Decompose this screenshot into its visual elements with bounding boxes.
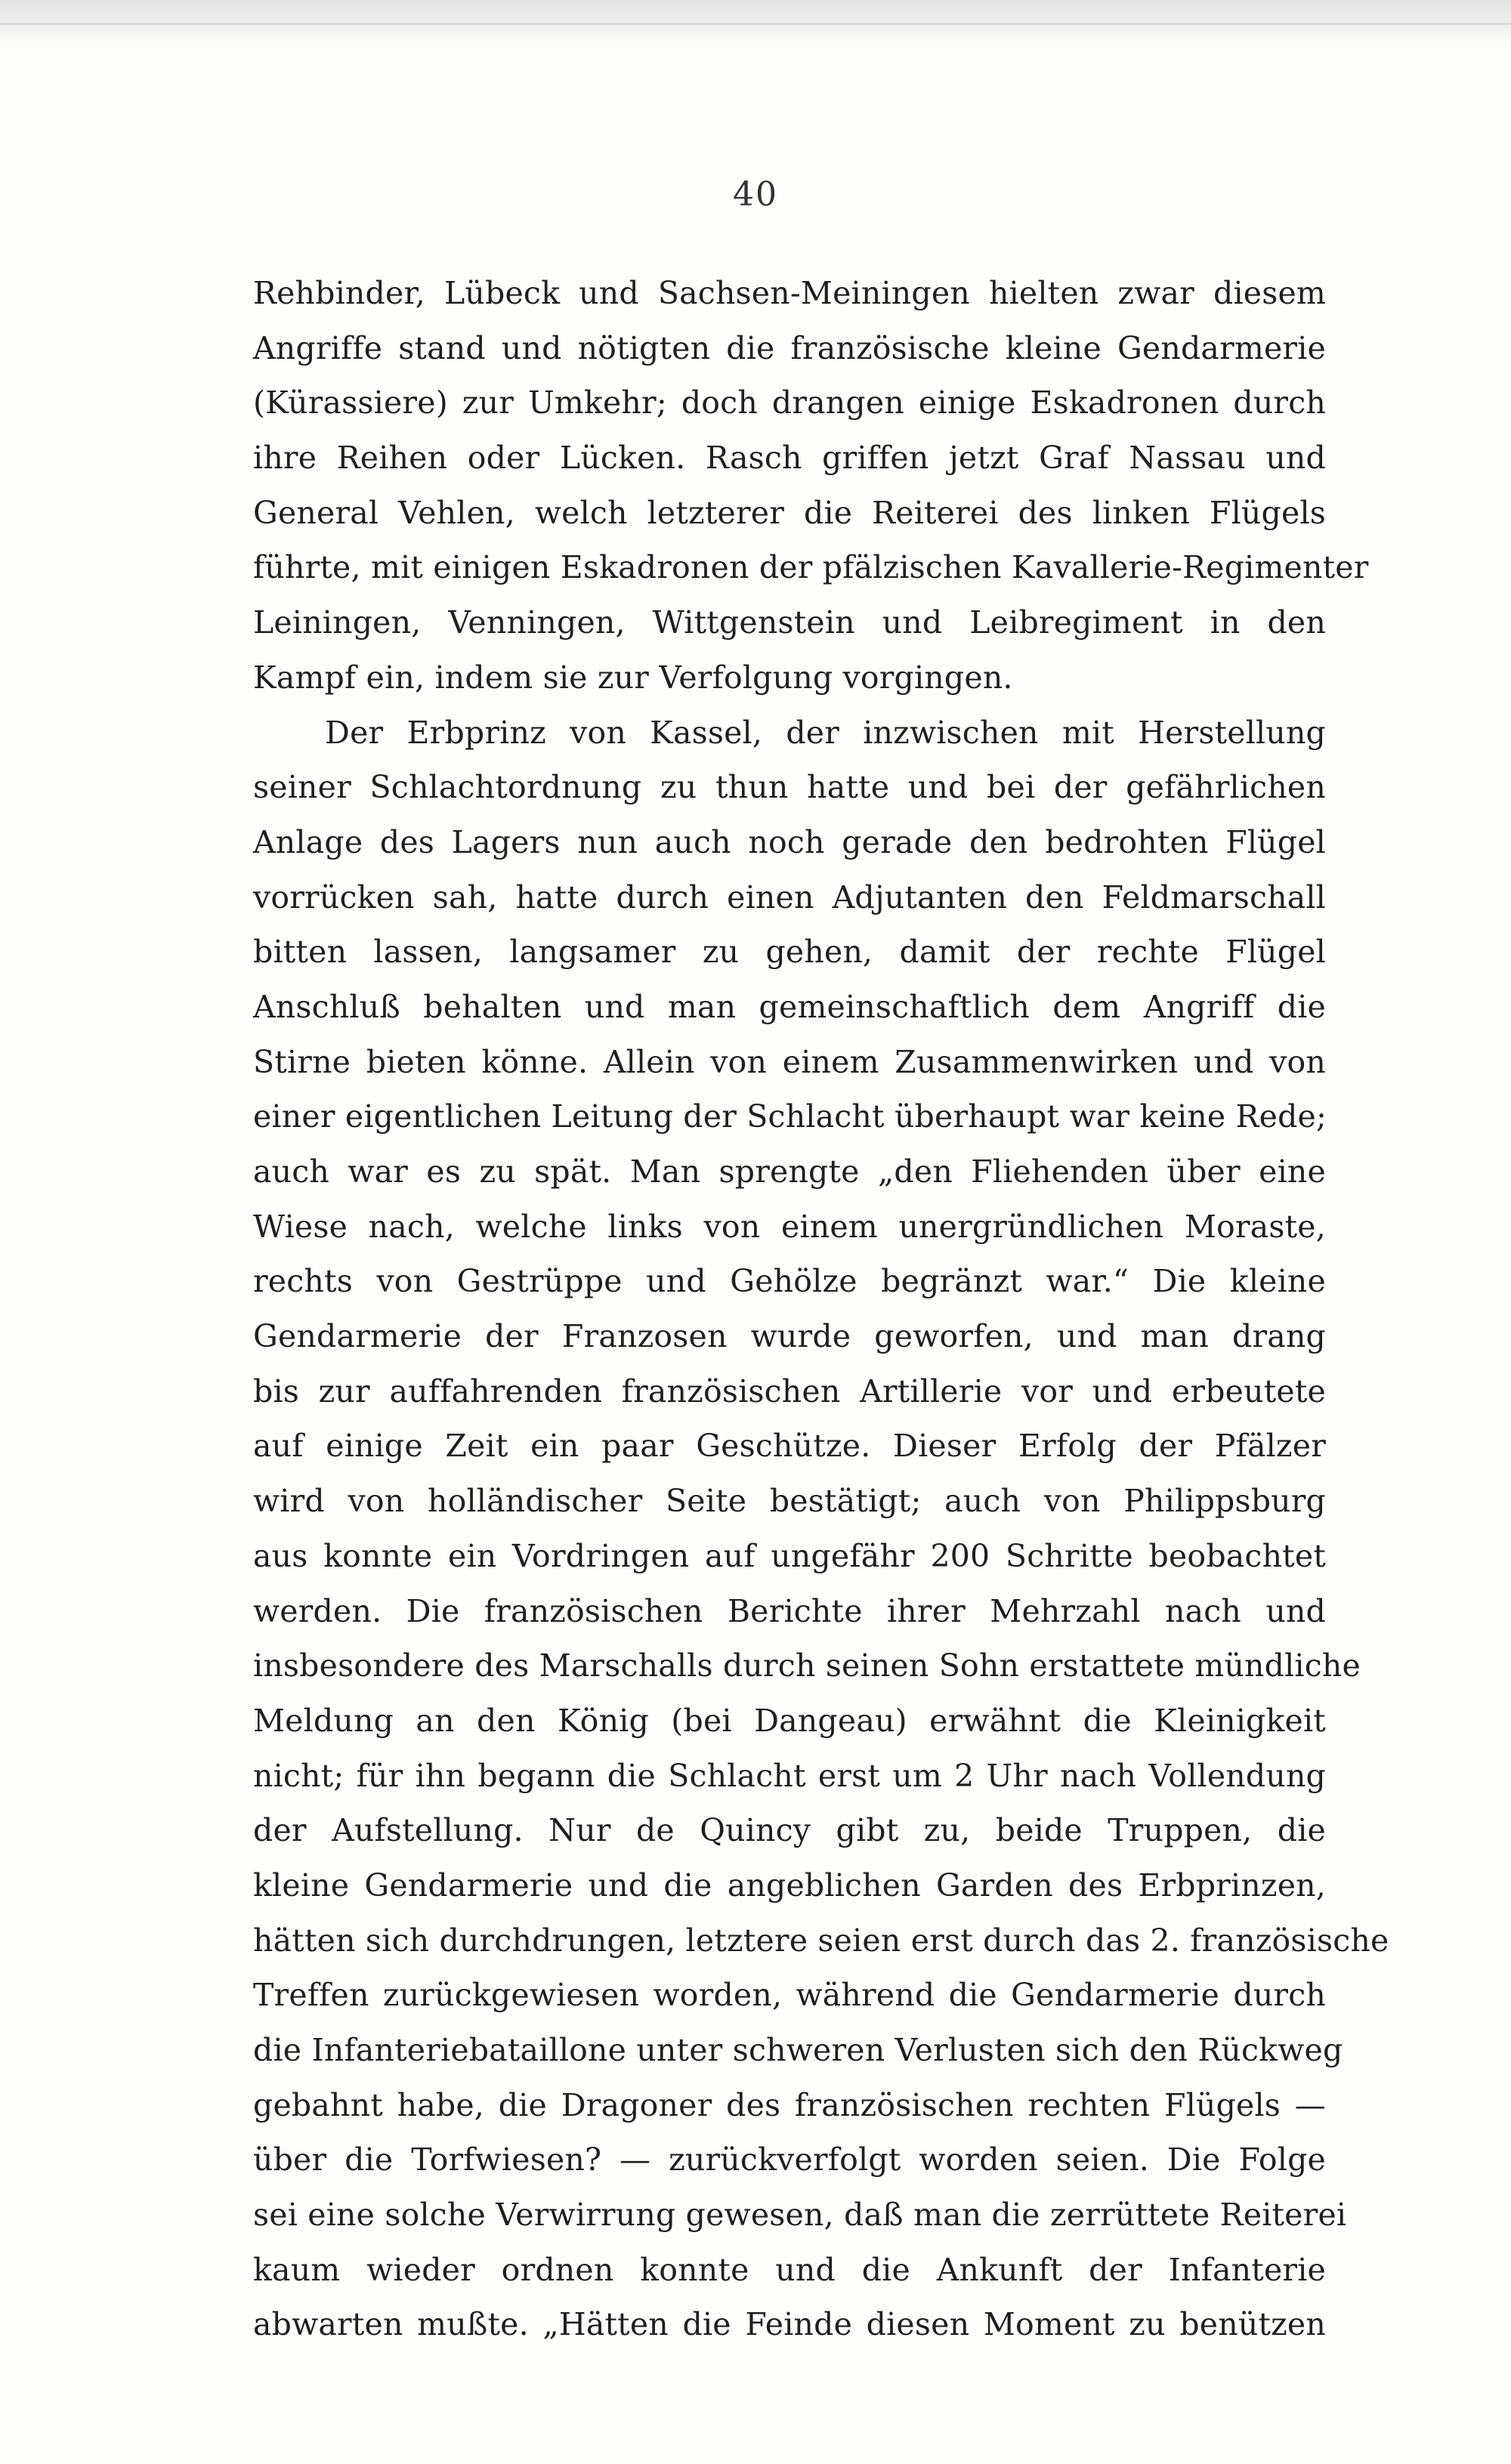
text-line: insbesondere des Marschalls durch seinen Sohn erstattete mündliche xyxy=(253,1647,1361,1684)
text-line: (Kürassiere) zur Umkehr; doch drangen einige Eskadronen durch xyxy=(253,384,1326,421)
text-line: kleine Gendarmerie und die angeblichen Garden des Erbprinzen, xyxy=(253,1867,1326,1904)
text-line: Angriffe stand und nötigten die französische kleine Gendarmerie xyxy=(253,329,1326,366)
scan-edge xyxy=(0,0,1511,44)
text-line: Stirne bieten könne. Allein von einem Zusammenwirken und von xyxy=(253,1043,1326,1080)
text-line: über die Torfwiesen? — zurückverfolgt worden seien. Die Folge xyxy=(253,2141,1326,2178)
text-line: hätten sich durchdrungen, letztere seien erst durch das 2. französische xyxy=(253,1922,1389,1959)
text-line: Treffen zurückgewiesen worden, während die Gendarmerie durch xyxy=(253,1977,1326,2014)
text-line: führte, mit einigen Eskadronen der pfälzischen Kavallerie-Regimenter xyxy=(253,549,1369,586)
text-line: General Vehlen, welch letzterer die Reiterei des linken Flügels xyxy=(253,494,1326,531)
text-line: vorrücken sah, hatte durch einen Adjutanten den Feldmarschall xyxy=(253,878,1326,916)
text-line: seiner Schlachtordnung zu thun hatte und bei der gefährlichen xyxy=(253,769,1326,806)
text-line: Wiese nach, welche links von einem unergründlichen Moraste, xyxy=(253,1208,1326,1245)
text-line: kaum wieder ordnen konnte und die Ankunft der Infanterie xyxy=(253,2251,1326,2288)
text-line: aus konnte ein Vordringen auf ungefähr 200 Schritte beobachtet xyxy=(253,1537,1326,1574)
text-line: Meldung an den König (bei Dangeau) erwähnt die Kleinigkeit xyxy=(253,1702,1326,1739)
text-line: Kampf ein, indem sie zur Verfolgung vorgingen. xyxy=(253,659,1013,696)
text-line: auf einige Zeit ein paar Geschütze. Dieser Erfolg der Pfälzer xyxy=(253,1428,1326,1465)
text-line: nicht; für ihn begann die Schlacht erst um 2 Uhr nach Vollendung xyxy=(253,1757,1326,1794)
text-line: Anschluß behalten und man gemeinschaftlich dem Angriff die xyxy=(253,988,1326,1025)
text-line: Der Erbprinz von Kassel, der inzwischen mit Herstellung xyxy=(325,714,1326,751)
text-line: gebahnt habe, die Dragoner des französischen rechten Flügels — xyxy=(253,2086,1326,2123)
text-line: die Infanteriebataillone unter schweren Verlusten sich den Rückweg xyxy=(253,2032,1343,2068)
page-number: 40 xyxy=(733,175,778,214)
text-line: sei eine solche Verwirrung gewesen, daß man die zerrüttete Reiterei xyxy=(253,2197,1347,2234)
text-line: werden. Die französischen Berichte ihrer Mehrzahl nach und xyxy=(253,1592,1326,1629)
text-line: Leiningen, Venningen, Wittgenstein und Leibregiment in den xyxy=(253,604,1326,641)
text-line: einer eigentlichen Leitung der Schlacht überhaupt war keine Rede; xyxy=(253,1098,1327,1135)
text-line: bis zur auffahrenden französischen Artillerie vor und erbeutete xyxy=(253,1372,1326,1410)
text-line: Anlage des Lagers nun auch noch gerade den bedrohten Flügel xyxy=(253,823,1326,860)
text-line: abwarten mußte. „Hätten die Feinde diesen Moment zu benützen xyxy=(253,2306,1326,2343)
text-line: auch war es zu spät. Man sprengte „den Fliehenden über eine xyxy=(253,1153,1326,1190)
text-line: rechts von Gestrüppe und Gehölze begränzt war.“ Die kleine xyxy=(253,1263,1326,1300)
text-line: der Aufstellung. Nur de Quincy gibt zu, beide Truppen, die xyxy=(253,1812,1326,1849)
text-line: ihre Reihen oder Lücken. Rasch griffen jetzt Graf Nassau und xyxy=(253,440,1326,477)
text-line: Rehbinder, Lübeck und Sachsen-Meiningen hielten zwar diesem xyxy=(253,275,1326,311)
text-line: wird von holländischer Seite bestätigt; auch von Philippsburg xyxy=(253,1483,1326,1520)
text-line: bitten lassen, langsamer zu gehen, damit der rechte Flügel xyxy=(253,934,1326,971)
body-text xyxy=(253,266,1389,2352)
text-line: Gendarmerie der Franzosen wurde geworfen, und man drang xyxy=(253,1318,1326,1355)
